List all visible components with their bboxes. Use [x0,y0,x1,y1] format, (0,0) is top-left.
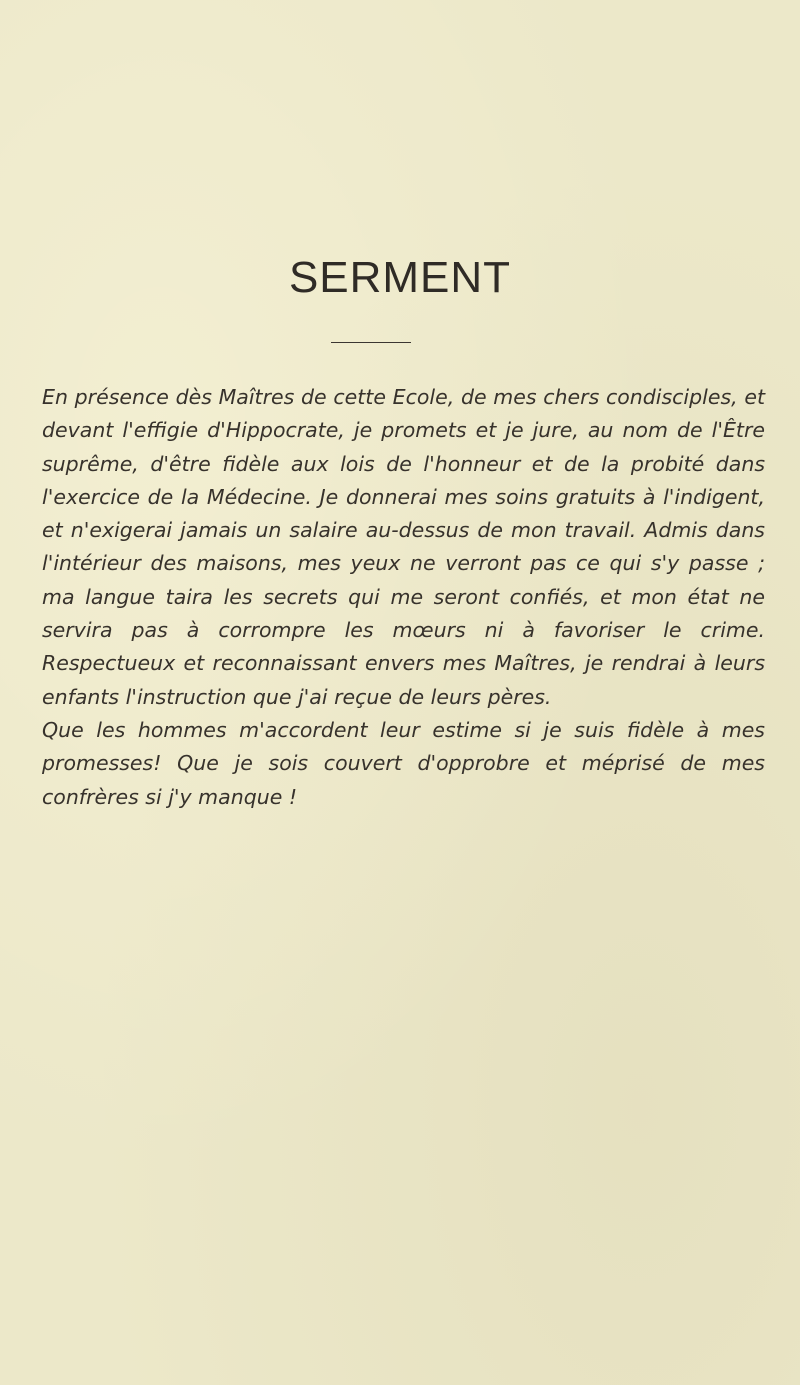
oath-paragraph-1: En présence dès Maîtres de cette Ecole, de mes chers condisciples, et devant l'effigie d'Hippocrate, je promets et je jure, au nom de l'Être suprême, d'être fidèle aux lois de l'honneur et de la probité dans l'exercice de la Médecine. Je donnerai mes soins gratuits à l'indigent, et n'exigerai jamais un salaire au-dessus de mon travail. Admis dans l'intérieur des maisons, mes yeux ne verront pas ce qui s'y passe ; ma langue taira les secrets qui me seront confiés, et mon état ne servira pas à corrompre les mœurs ni à favoriser le crime. Respectueux et reconnaissant envers mes Maîtres, je rendrai à leurs enfants l'instruction que j'ai reçue de leurs pères. [42,385,765,709]
oath-paragraph-2: Que les hommes m'accordent leur estime si je suis fidèle à mes promesses! Que je sois couvert d'opprobre et méprisé de mes confrères si j'y manque ! [42,717,765,809]
document-title: SERMENT [288,253,512,302]
title-divider [331,342,411,343]
oath-text [42,381,765,814]
